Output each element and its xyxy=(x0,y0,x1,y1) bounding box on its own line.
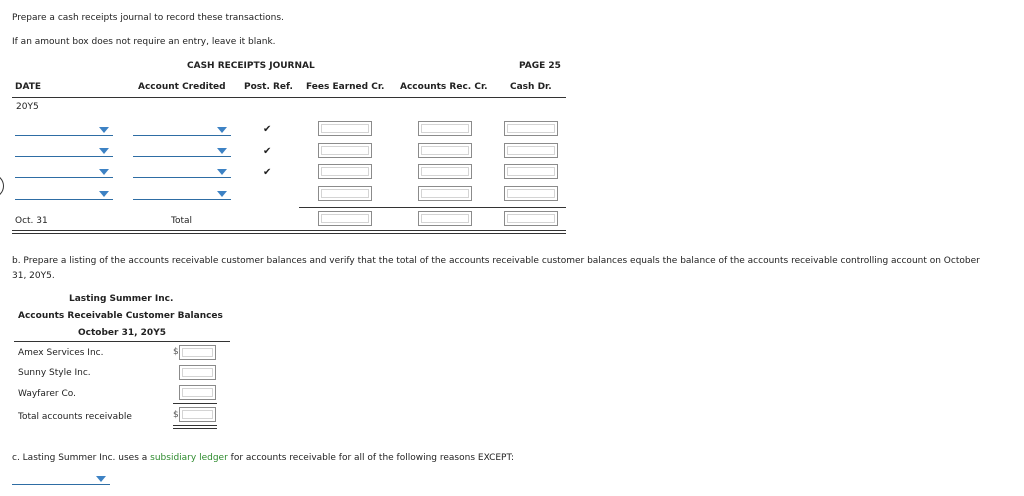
accounts-rec-input-row-1[interactable] xyxy=(418,121,472,136)
chevron-down-icon xyxy=(96,476,106,482)
instruction-line-1: Prepare a cash receipts journal to record these transactions. xyxy=(12,13,284,23)
accounts-rec-input-row-3[interactable] xyxy=(418,164,472,179)
chevron-down-icon xyxy=(99,127,109,133)
report-date: October 31, 20Y5 xyxy=(78,328,166,338)
account-select-row-1[interactable] xyxy=(133,125,231,136)
report-total-rule xyxy=(173,403,217,404)
checkmark-icon: ✔ xyxy=(263,124,272,135)
part-c-prompt-end: for accounts receivable for all of the following reasons EXCEPT: xyxy=(230,453,515,463)
cash-input-row-4[interactable] xyxy=(504,186,558,201)
sunny-style-balance-input[interactable] xyxy=(179,365,216,380)
chevron-down-icon xyxy=(217,127,227,133)
fees-earned-input-row-4[interactable] xyxy=(318,186,372,201)
header-post-ref: Post. Ref. xyxy=(244,82,293,92)
fees-earned-input-row-3[interactable] xyxy=(318,164,372,179)
report-company: Lasting Summer Inc. xyxy=(69,294,174,304)
chevron-down-icon xyxy=(99,148,109,154)
cash-input-row-3[interactable] xyxy=(504,164,558,179)
total-date: Oct. 31 xyxy=(15,216,48,226)
journal-double-rule xyxy=(12,230,566,234)
part-c-prompt-start: c. Lasting Summer Inc. uses a xyxy=(12,453,148,463)
part-c-prompt xyxy=(12,453,514,463)
part-c-answer-select[interactable] xyxy=(12,474,110,485)
header-account-credited: Account Credited xyxy=(138,82,226,92)
chevron-down-icon xyxy=(217,148,227,154)
report-double-rule xyxy=(173,425,217,429)
cash-input-row-2[interactable] xyxy=(504,143,558,158)
date-select-row-3[interactable] xyxy=(15,167,113,178)
fees-earned-input-row-2[interactable] xyxy=(318,143,372,158)
accounts-rec-total-input[interactable] xyxy=(418,211,472,226)
fees-earned-input-row-1[interactable] xyxy=(318,121,372,136)
header-date: DATE xyxy=(15,82,42,92)
currency-symbol: $ xyxy=(173,410,179,420)
part-b-prompt: b. Prepare a listing of the accounts receivable customer balances and verify that the total of the accounts receivable customer balances equals the balance of the accounts receivable controlling account on October xyxy=(12,256,980,266)
cash-input-row-1[interactable] xyxy=(504,121,558,136)
checkmark-icon: ✔ xyxy=(263,146,272,157)
accounts-rec-input-row-4[interactable] xyxy=(418,186,472,201)
chevron-down-icon xyxy=(99,169,109,175)
customer-name: Amex Services Inc. xyxy=(18,348,104,358)
currency-symbol: $ xyxy=(173,347,179,357)
journal-title: CASH RECEIPTS JOURNAL xyxy=(187,61,315,71)
report-header-rule xyxy=(14,341,230,342)
header-accounts-rec: Accounts Rec. Cr. xyxy=(400,82,488,92)
chevron-down-icon xyxy=(217,169,227,175)
accounts-rec-input-row-2[interactable] xyxy=(418,143,472,158)
date-select-row-4[interactable] xyxy=(15,189,113,200)
page-edge-decoration xyxy=(0,174,4,198)
total-ar-input[interactable] xyxy=(179,407,216,422)
header-cash: Cash Dr. xyxy=(510,82,552,92)
account-select-row-3[interactable] xyxy=(133,167,231,178)
part-b-prompt-cont: 31, 20Y5. xyxy=(12,271,55,281)
fees-earned-total-input[interactable] xyxy=(318,211,372,226)
date-select-row-2[interactable] xyxy=(15,146,113,157)
total-label: Total xyxy=(171,216,193,226)
chevron-down-icon xyxy=(99,191,109,197)
report-title: Accounts Receivable Customer Balances xyxy=(18,311,223,321)
journal-year: 20Y5 xyxy=(16,102,39,112)
date-select-row-1[interactable] xyxy=(15,125,113,136)
amex-balance-input[interactable] xyxy=(179,345,216,360)
account-select-row-4[interactable] xyxy=(133,189,231,200)
header-fees-earned: Fees Earned Cr. xyxy=(306,82,385,92)
cash-total-input[interactable] xyxy=(504,211,558,226)
checkmark-icon: ✔ xyxy=(263,167,272,178)
account-select-row-2[interactable] xyxy=(133,146,231,157)
instruction-line-2: If an amount box does not require an entry, leave it blank. xyxy=(12,37,276,47)
header-rule xyxy=(12,97,566,98)
chevron-down-icon xyxy=(217,191,227,197)
customer-name: Wayfarer Co. xyxy=(18,389,76,399)
journal-page-label: PAGE 25 xyxy=(519,61,561,71)
total-rule xyxy=(299,207,566,208)
customer-name: Sunny Style Inc. xyxy=(18,368,91,378)
wayfarer-balance-input[interactable] xyxy=(179,385,216,400)
subsidiary-ledger-link[interactable]: subsidiary ledger xyxy=(150,453,228,463)
report-total-label: Total accounts receivable xyxy=(18,412,132,422)
